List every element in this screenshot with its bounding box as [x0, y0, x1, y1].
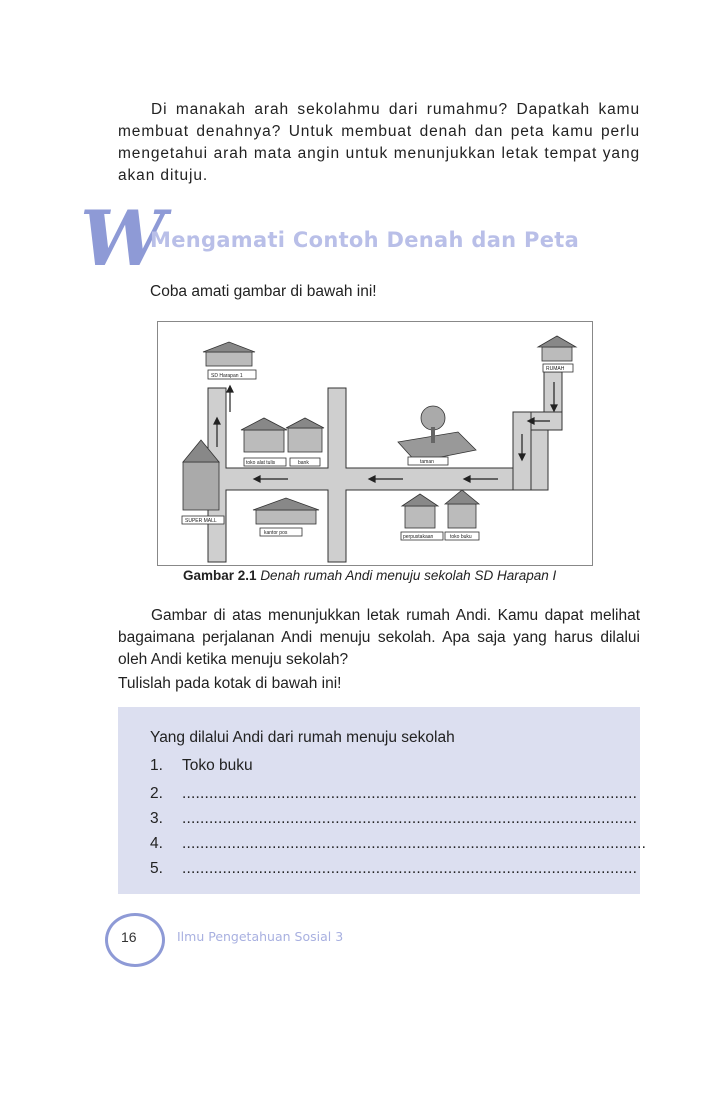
school-building	[203, 342, 256, 379]
stationery-store	[241, 418, 287, 466]
caption-label: Gambar 2.1	[183, 568, 257, 583]
page-number: 16	[121, 929, 137, 945]
section-decor-letter: W	[80, 194, 166, 283]
instruction-text: Coba amati gambar di bawah ini!	[150, 283, 377, 300]
home-building	[538, 336, 576, 372]
section-heading	[80, 194, 580, 283]
map-figure	[157, 321, 593, 566]
map-illustration	[158, 322, 592, 565]
list-item: 1. Toko buku	[150, 757, 253, 774]
label-supermall: SUPER MALL	[185, 518, 217, 524]
post-office-building	[253, 498, 319, 536]
park	[398, 406, 476, 465]
list-item: 2. .....................................................................................................	[150, 785, 638, 802]
prompt-text: Tulislah pada kotak di bawah ini!	[118, 675, 342, 692]
label-school: SD Harapan 1	[211, 373, 243, 379]
answer-box-title: Yang dilalui Andi dari rumah menuju sekolah	[150, 729, 455, 746]
label-stationery: toko alat tulis	[246, 460, 276, 466]
bank-building	[286, 418, 324, 466]
label-library: perpustakaan	[403, 534, 434, 540]
answer-box	[118, 707, 647, 894]
list-item: 3. .....................................................................................................	[150, 810, 638, 827]
book-title: Ilmu Pengetahuan Sosial 3	[177, 929, 344, 944]
label-bank: bank	[298, 460, 309, 466]
list-item: 5. .....................................................................................................	[150, 860, 638, 877]
list-item: 4. .......................................................................................................	[150, 835, 647, 852]
bookstore-building	[445, 490, 479, 540]
label-bookstore: toko buku	[450, 534, 472, 540]
caption-text: Denah rumah Andi menuju sekolah SD Harapan I	[260, 568, 557, 583]
intro-paragraph: Di manakah arah sekolahmu dari rumahmu? Dapatkah kamu membuat denahnya? Untuk membuat denah dan peta kamu perlu mengetahui arah mata angin untuk menunjukkan letak tempat yang akan dituju.	[118, 101, 640, 184]
library-building	[401, 494, 443, 540]
label-park: taman	[420, 459, 434, 465]
label-home: RUMAH	[546, 366, 565, 372]
figure-caption	[183, 568, 556, 583]
section-title: Mengamati Contoh Denah dan Peta	[150, 228, 580, 252]
label-post-office: kantor pos	[264, 530, 288, 536]
description-paragraph: Gambar di atas menunjukkan letak rumah Andi. Kamu dapat melihat bagaimana perjalanan Andi menuju sekolah. Apa saja yang harus dilalui oleh Andi ketika menuju sekolah?	[118, 607, 640, 668]
